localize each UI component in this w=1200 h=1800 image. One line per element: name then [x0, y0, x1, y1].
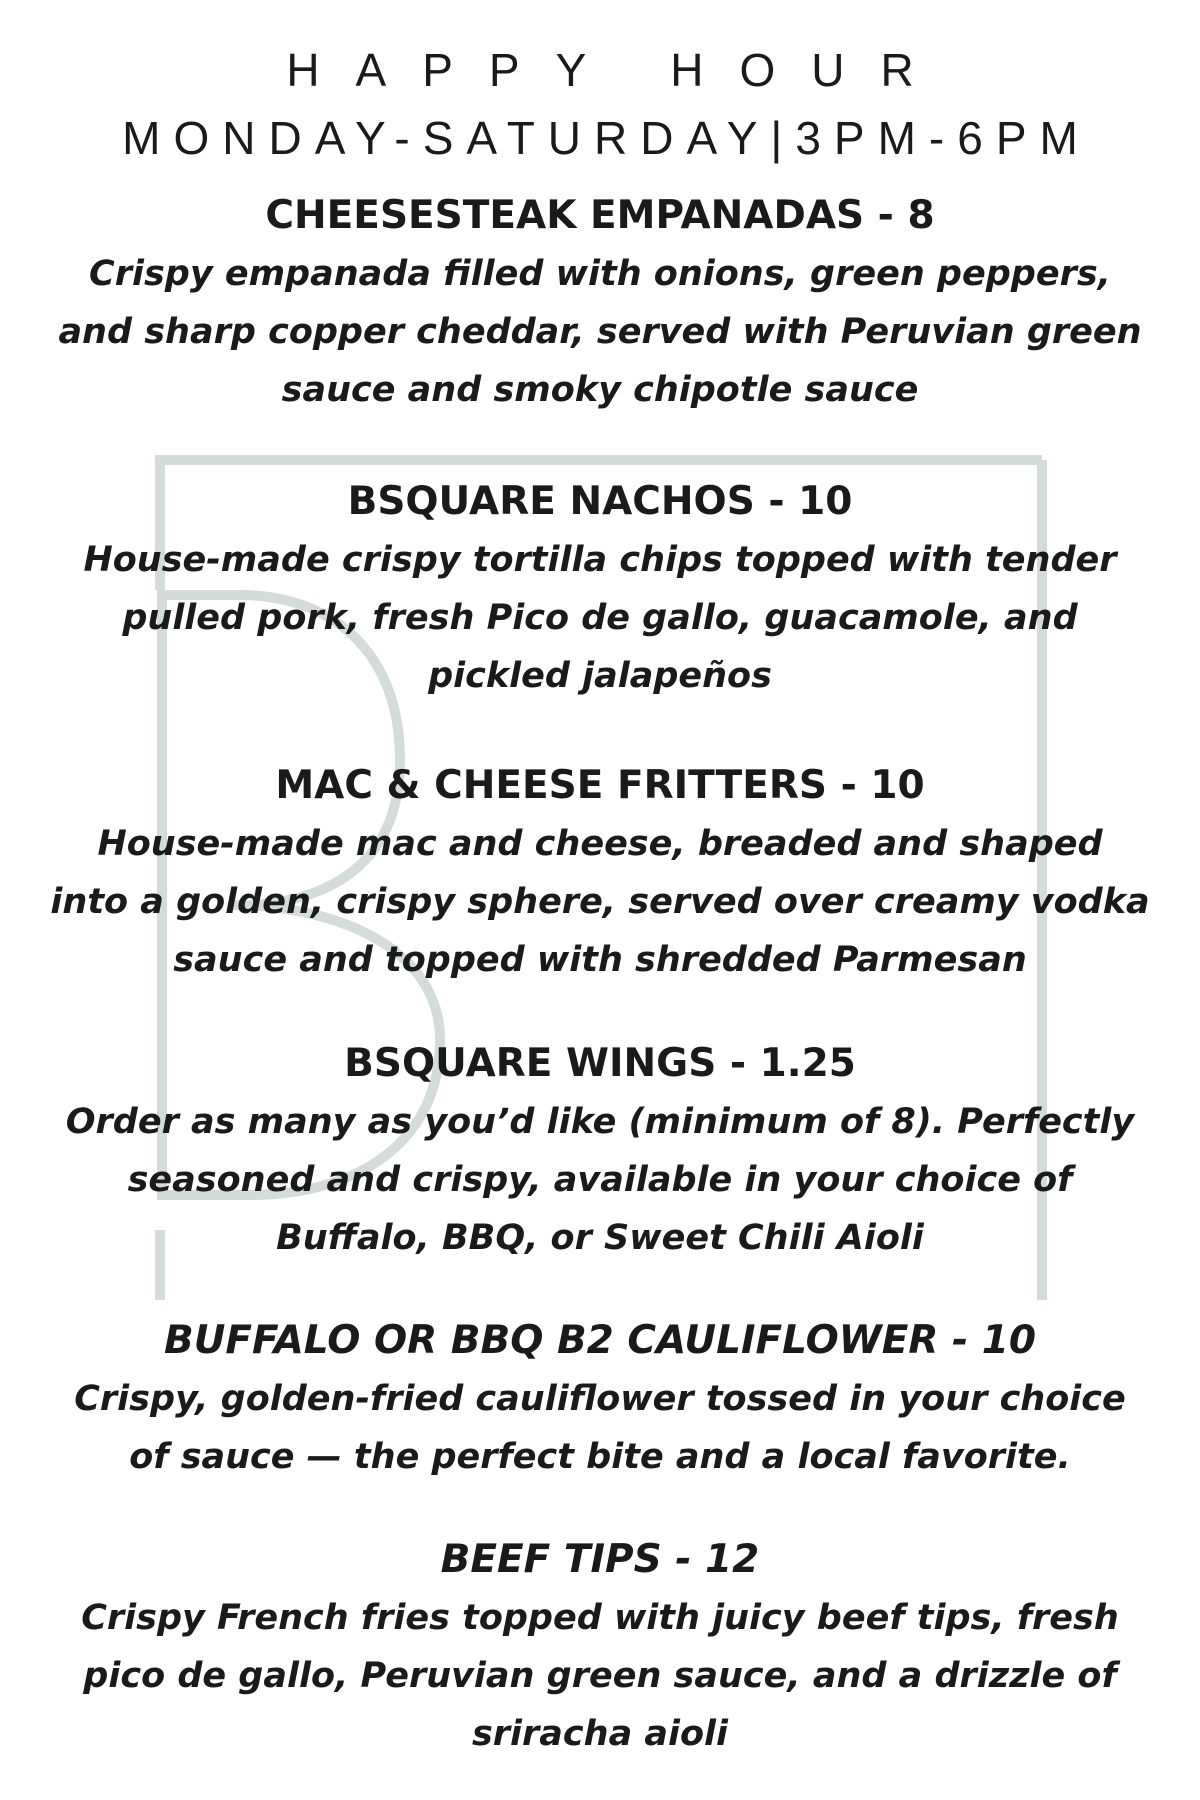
item-description-line: House-made crispy tortilla chips topped with tender — [83, 540, 1117, 580]
menu-item — [30, 757, 1170, 989]
item-description-line: seasoned and crispy, available in your choice of — [127, 1160, 1073, 1200]
item-name: BSQUARE NACHOS - 10 — [347, 479, 853, 524]
item-description-line: pico de gallo, Peruvian green sauce, and a drizzle of — [83, 1656, 1117, 1696]
item-name: MAC & CHEESE FRITTERS - 10 — [275, 763, 925, 808]
item-description-line: and sharp copper cheddar, served with Peruvian green — [58, 312, 1142, 352]
item-description-line: Order as many as you’d like (minimum of 8). Perfectly — [65, 1102, 1135, 1142]
item-description-line: Buffalo, BBQ, or Sweet Chili Aioli — [276, 1218, 924, 1258]
item-name: CHEESESTEAK EMPANADAS - 8 — [265, 193, 935, 238]
item-description-line: Crispy, golden-fried cauliflower tossed in your choice — [74, 1379, 1126, 1419]
menu-item — [30, 473, 1170, 705]
item-description-line: Crispy French fries topped with juicy beef tips, fresh — [81, 1598, 1119, 1638]
menu-item — [30, 1035, 1170, 1267]
item-description-line: sriracha aioli — [471, 1714, 729, 1754]
item-description-line: Crispy empanada filled with onions, green peppers, — [89, 254, 1111, 294]
item-description-line: sauce and topped with shredded Parmesan — [173, 940, 1027, 980]
menu-item — [30, 187, 1170, 419]
menu-item — [30, 1312, 1170, 1486]
item-description-line: pickled jalapeños — [428, 656, 772, 696]
item-description-line: sauce and smoky chipotle sauce — [281, 370, 919, 410]
hours-subtitle: MONDAY-SATURDAY|3PM-6PM — [122, 112, 1091, 164]
item-name: BEEF TIPS - 12 — [440, 1537, 760, 1582]
page-title: HAPPY HOUR — [286, 44, 950, 96]
item-name: BUFFALO OR BBQ B2 CAULIFLOWER - 10 — [163, 1318, 1037, 1363]
item-description-line: House-made mac and cheese, breaded and shaped — [97, 824, 1103, 864]
item-description-line: pulled pork, fresh Pico de gallo, guacamole, and — [122, 598, 1078, 638]
menu-item — [30, 1531, 1170, 1763]
item-description-line: of sauce — the perfect bite and a local favorite. — [129, 1437, 1071, 1477]
item-description-line: into a golden, crispy sphere, served over creamy vodka — [50, 882, 1150, 922]
item-name: BSQUARE WINGS - 1.25 — [344, 1041, 856, 1086]
